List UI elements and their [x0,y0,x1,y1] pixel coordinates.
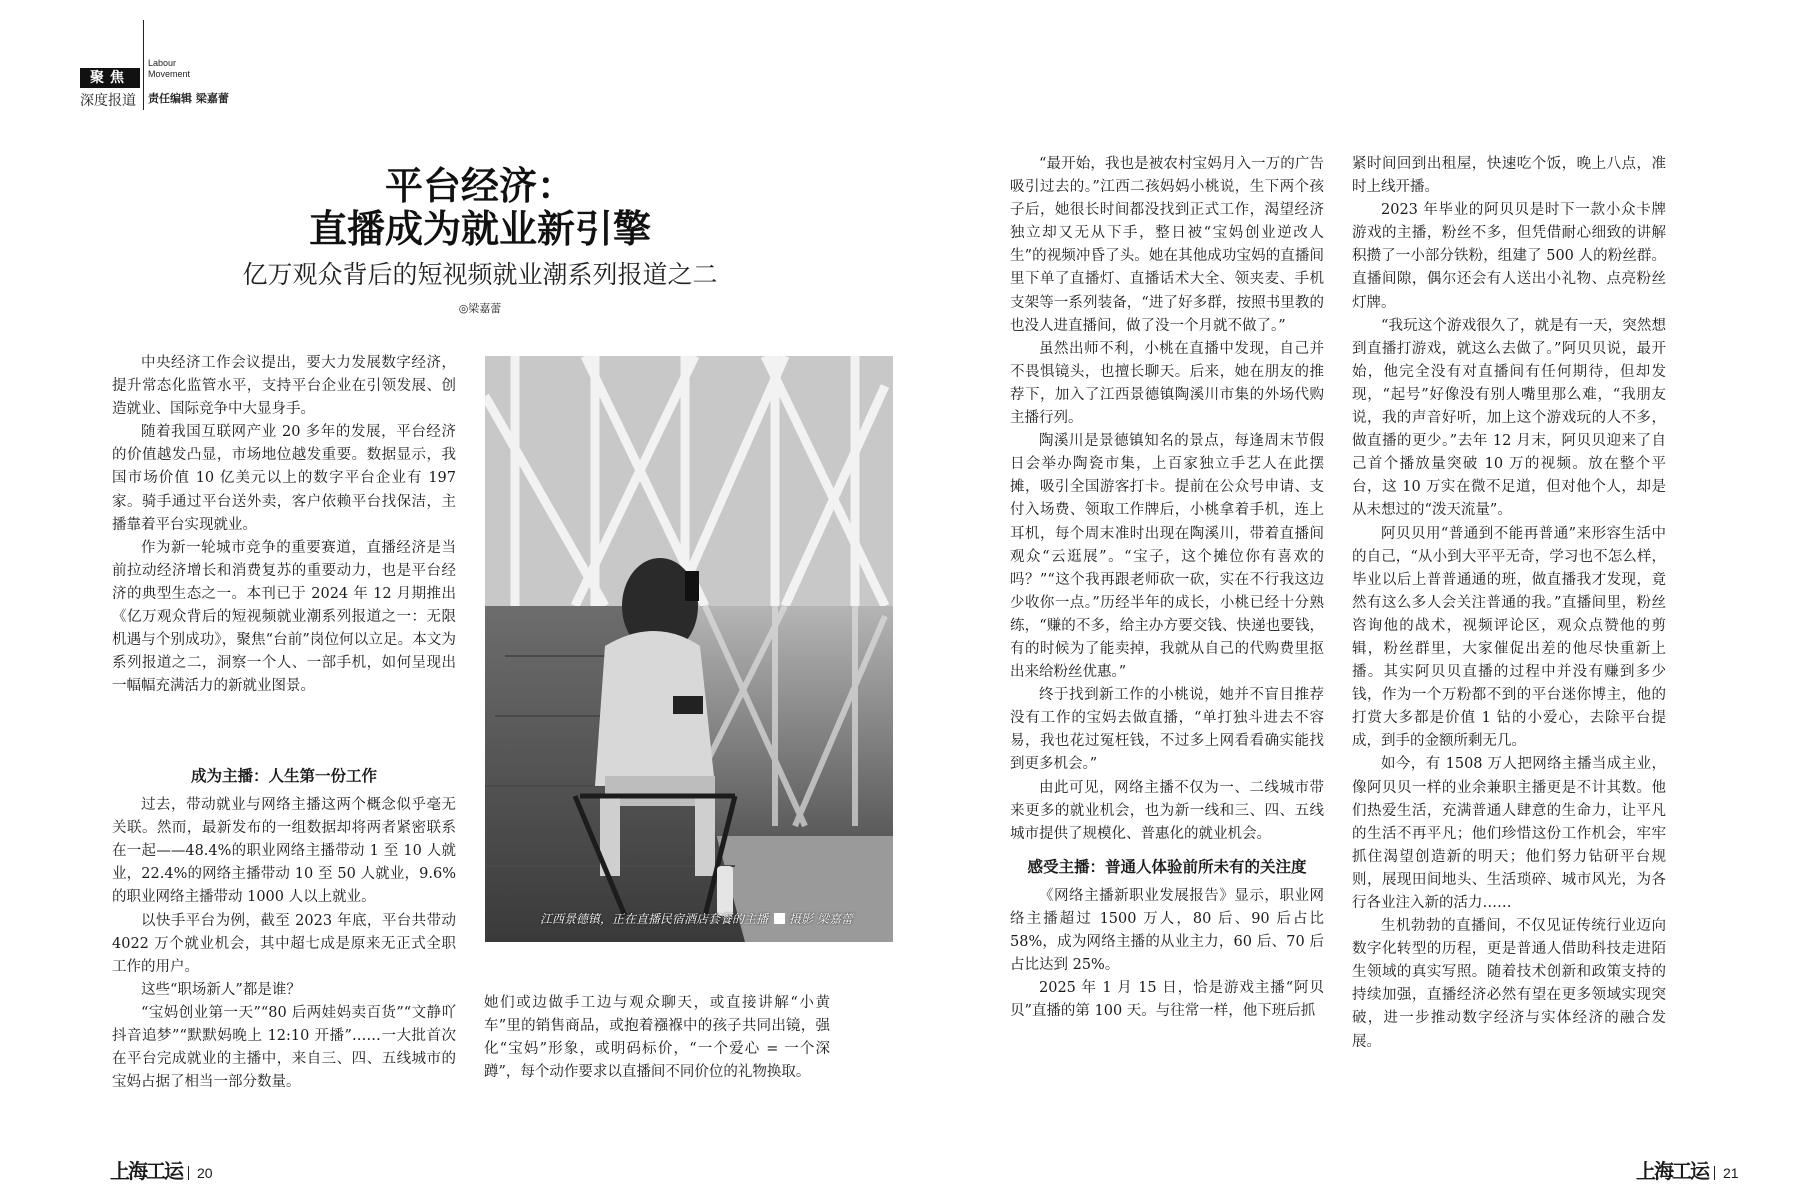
paragraph: 陶溪川是景德镇知名的景点，每逢周末节假日会举办陶瓷市集，上百家独立手艺人在此摆摊，吸引全国游客打卡。提前在公众号申请、支付入场费、领取工作牌后，小桃拿着手机，连上耳机，每个周末准时出现在陶溪川，带着直播间观众“云逛展”。“宝子，这个摊位你有喜欢的吗？”“这个我再跟老师砍一砍，实在不行我这边少收你一点。”历经半年的成长，小桃已经十分熟练，“赚的不多，给主办方要交钱、快递也要钱，有的时候为了能卖掉，我就从自己的代购费里抠出来给粉丝优惠。” [1010,433,1324,681]
paragraph: 终于找到新工作的小桃说，她并不盲目推荐没有工作的宝妈去做直播，“单打独斗进去不容易，我也花过冤枉钱，不过多上网看看确实能找到更多机会。” [1010,687,1324,773]
paragraph: 2025 年 1 月 15 日，恰是游戏主播“阿贝贝”直播的第 100 天。与往常一样，他下班后抓 [1010,980,1324,1020]
section-english-line-2: Movement [148,69,191,79]
page-divider [1714,1166,1715,1180]
section-heading: 成为主播：人生第一份工作 [190,767,377,785]
photo-caption [540,910,853,927]
camera-icon [774,913,785,924]
magazine-logo: 上海工运 [1636,1159,1708,1183]
page-divider [188,1166,189,1180]
text-column-4 [1352,153,1666,1054]
photo-illustration [485,356,893,942]
article-subtitle: 亿万观众背后的短视频就业潮系列报道之二 [242,260,718,289]
paragraph: 紧时间回到出租屋，快速吃个饭，晚上八点，准时上线开播。 [1352,156,1666,196]
article-photo [485,356,893,942]
paragraph: 过去，带动就业与网络主播这两个概念似乎毫无关联。然而，最新发布的一组数据却将两者紧密联系在一起——48.4%的职业网络主播带动 1 至 10 人就业，22.4%的网络主播带动 10 至 50 人就业，9.6%的职业网络主播带动 1000 人以上就业。 [112,797,456,906]
paragraph: 以快手平台为例，截至 2023 年底，平台共带动4022 万个就业机会，其中超七成是原来无正式全职工作的用户。 [112,912,456,975]
paragraph: 她们或边做手工边与观众聊天，或直接讲解“小黄车”里的销售商品，或抱着襁褓中的孩子共同出镜，强化“宝妈”形象，或明码标价，“一个爱心 = 一个深蹲”，每个动作要求以直播间不同价位的礼物换取。 [484,995,830,1081]
paragraph: “宝妈创业第一天”“80 后两娃妈卖百货”“文静吖抖音追梦”“默默妈晚上 12:10 开播”……一大批首次在平台完成就业的主播中，来自三、四、五线城市的宝妈占据了相当一部分数量。 [112,1004,456,1091]
text-column-1 [112,352,456,698]
paragraph: 由此可见，网络主播不仅为一、二线城市带来更多的就业机会，也为新一线和三、四、五线城市提供了规模化、普惠化的就业机会。 [1010,779,1324,842]
section-heading: 感受主播：普通人体验前所未有的关注度 [1027,857,1307,876]
section-badge: 聚焦 [80,68,140,88]
text-column-2 [484,992,830,1084]
photo-caption-text: 江西景德镇，正在直播民宿酒店套餐的主播 [540,912,769,926]
photo-credit: 摄影 梁嘉蕾 [789,912,853,926]
section-english-label [148,58,190,80]
article-title-line-2: 直播成为就业新引擎 [308,207,651,251]
paragraph: 生机勃勃的直播间，不仅见证传统行业迈向数字化转型的历程，更是普通人借助科技走进陌生领域的真实写照。随着技术创新和政策支持的持续加强，直播经济必然有望在更多领域实现突破，进一步推动数字经济与实体经济的融合发展。 [1352,918,1666,1050]
paragraph: 《网络主播新职业发展报告》显示，职业网络主播超过 1500 万人，80 后、90 后占比 58%，成为网络主播的从业主力，60 后、70 后占比达到 25%。 [1010,887,1324,974]
paragraph: “我玩这个游戏很久了，就是有一天，突然想到直播打游戏，就这么去做了。”阿贝贝说，最开始，他完全没有对直播间有任何期待，但却发现，“起号”好像没有别人嘴里那么难，“我朋友说，我的声音好听，加上这个游戏玩的人不多，做直播的更少。”去年 12 月末，阿贝贝迎来了自己首个播放量突破 10 万的视频。放在整个平台，这 10 万实在微不足道，但对他个人，却是从未想过的“泼天流量”。 [1352,317,1666,519]
paragraph: 阿贝贝用“普通到不能再普通”来形容生活中的自己，“从小到大平平无奇，学习也不怎么样，毕业以后上普普通通的班，做直播我才发现，竟然有这么多人会关注普通的我。”直播间里，粉丝咨询他的战术，视频评论区，观众点赞他的剪辑，粉丝群里，大家催促出差的他尽快重新上播。其实阿贝贝直播的过程中并没有赚到多少钱，作为一个万粉都不到的平台迷你博主，他的打赏大多都是价值 1 钻的小爱心，去除平台提成，到手的金额所剩无几。 [1352,525,1666,750]
section-subtitle: 深度报道 [80,93,136,109]
section-english-line-1: Labour [148,58,177,68]
paragraph: 2023 年毕业的阿贝贝是时下一款小众卡牌游戏的主播，粉丝不多，但凭借耐心细致的讲解积攒了一小部分铁粉，组建了 500 人的粉丝群。直播间隙，偶尔还会有人送出小礼物、点亮粉丝灯牌。 [1352,202,1666,311]
page-number: 20 [197,1165,213,1181]
paragraph: 随着我国互联网产业 20 多年的发展，平台经济的价值越发凸显，市场地位越发重要。数据显示，我国市场价值 10 亿美元以上的数字平台企业有 197 家。骑手通过平台送外卖，客户依赖平台找保洁，主播靠着平台实现就业。 [112,424,456,533]
byline: ◎梁嘉蕾 [458,302,502,315]
header-divider [143,20,144,110]
footer-right [1636,1155,1739,1184]
text-column-1-lower [112,755,456,1094]
paragraph: 作为新一轮城市竞争的重要赛道，直播经济是当前拉动经济增长和消费复苏的重要动力，也是平台经济的典型生态之一。本刊已于 2024 年 12 月期推出《亿万观众背后的短视频就业潮系列报道之一：无限机遇与个别成功》，聚焦“台前”岗位何以立足。本文为系列报道之二，洞察一个人、一部手机，如何呈现出一幅幅充满活力的新就业图景。 [112,539,456,695]
paragraph: 虽然出师不利，小桃在直播中发现，自己并不畏惧镜头，也擅长聊天。后来，她在朋友的推荐下，加入了江西景德镇陶溪川市集的外场代购主播行列。 [1010,340,1324,427]
article-title-line-1: 平台经济： [384,164,575,208]
text-column-3 [1010,153,1324,1023]
editor-credit: 责任编辑 梁嘉蕾 [148,92,229,105]
paragraph: 如今，有 1508 万人把网络主播当成主业，像阿贝贝一样的业余兼职主播更是不计其数。他们热爱生活，充满普通人肆意的生命力，让平凡的生活不再平凡；他们珍惜这份工作机会，牢牢抓住渴望创造新的明天；他们努力钻研平台规则，展现田间地头、生活琐碎、城市风光，为各行各业注入新的活力…… [1352,756,1666,911]
footer-left [110,1155,213,1184]
paragraph: 这些“职场新人”都是谁？ [141,981,301,998]
paragraph: “最开始，我也是被农村宝妈月入一万的广告吸引过去的。”江西二孩妈妈小桃说，生下两个孩子后，她很长时间都没找到正式工作，渴望经济独立却又无从下手，整日被“宝妈创业逆改人生”的视频冲昏了头。她在其他成功宝妈的直播间里下单了直播灯、直播话术大全、领夹麦、手机支架等一系列装备，“进了好多群，按照书里教的也没人进直播间，做了没一个月就不做了。” [1010,156,1324,334]
page-number: 21 [1723,1165,1739,1181]
paragraph: 中央经济工作会议提出，要大力发展数字经济，提升常态化监管水平，支持平台企业在引领发展、创造就业、国际竞争中大显身手。 [112,355,456,418]
magazine-logo: 上海工运 [110,1159,182,1183]
